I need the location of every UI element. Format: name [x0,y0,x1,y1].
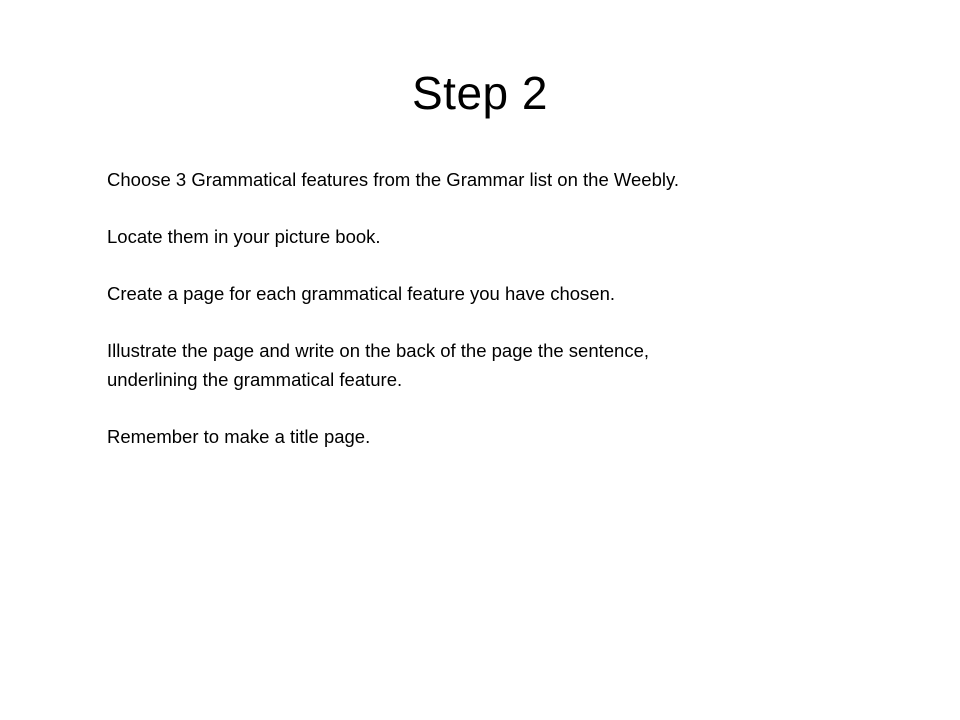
paragraph-title-page: Remember to make a title page. [107,425,371,447]
paragraph-create-page: Create a page for each grammatical feature you have chosen. [107,283,616,304]
paragraph-choose-features: Choose 3 Grammatical features from the Grammar list on the Weebly. [107,169,680,190]
slide-title: Step 2 [412,67,548,119]
paragraph-locate: Locate them in your picture book. [107,226,381,247]
paragraph-illustrate: Illustrate the page and write on the back of the page the sentence, underlining the grammatical feature. [107,340,650,390]
slide-body [107,166,867,480]
